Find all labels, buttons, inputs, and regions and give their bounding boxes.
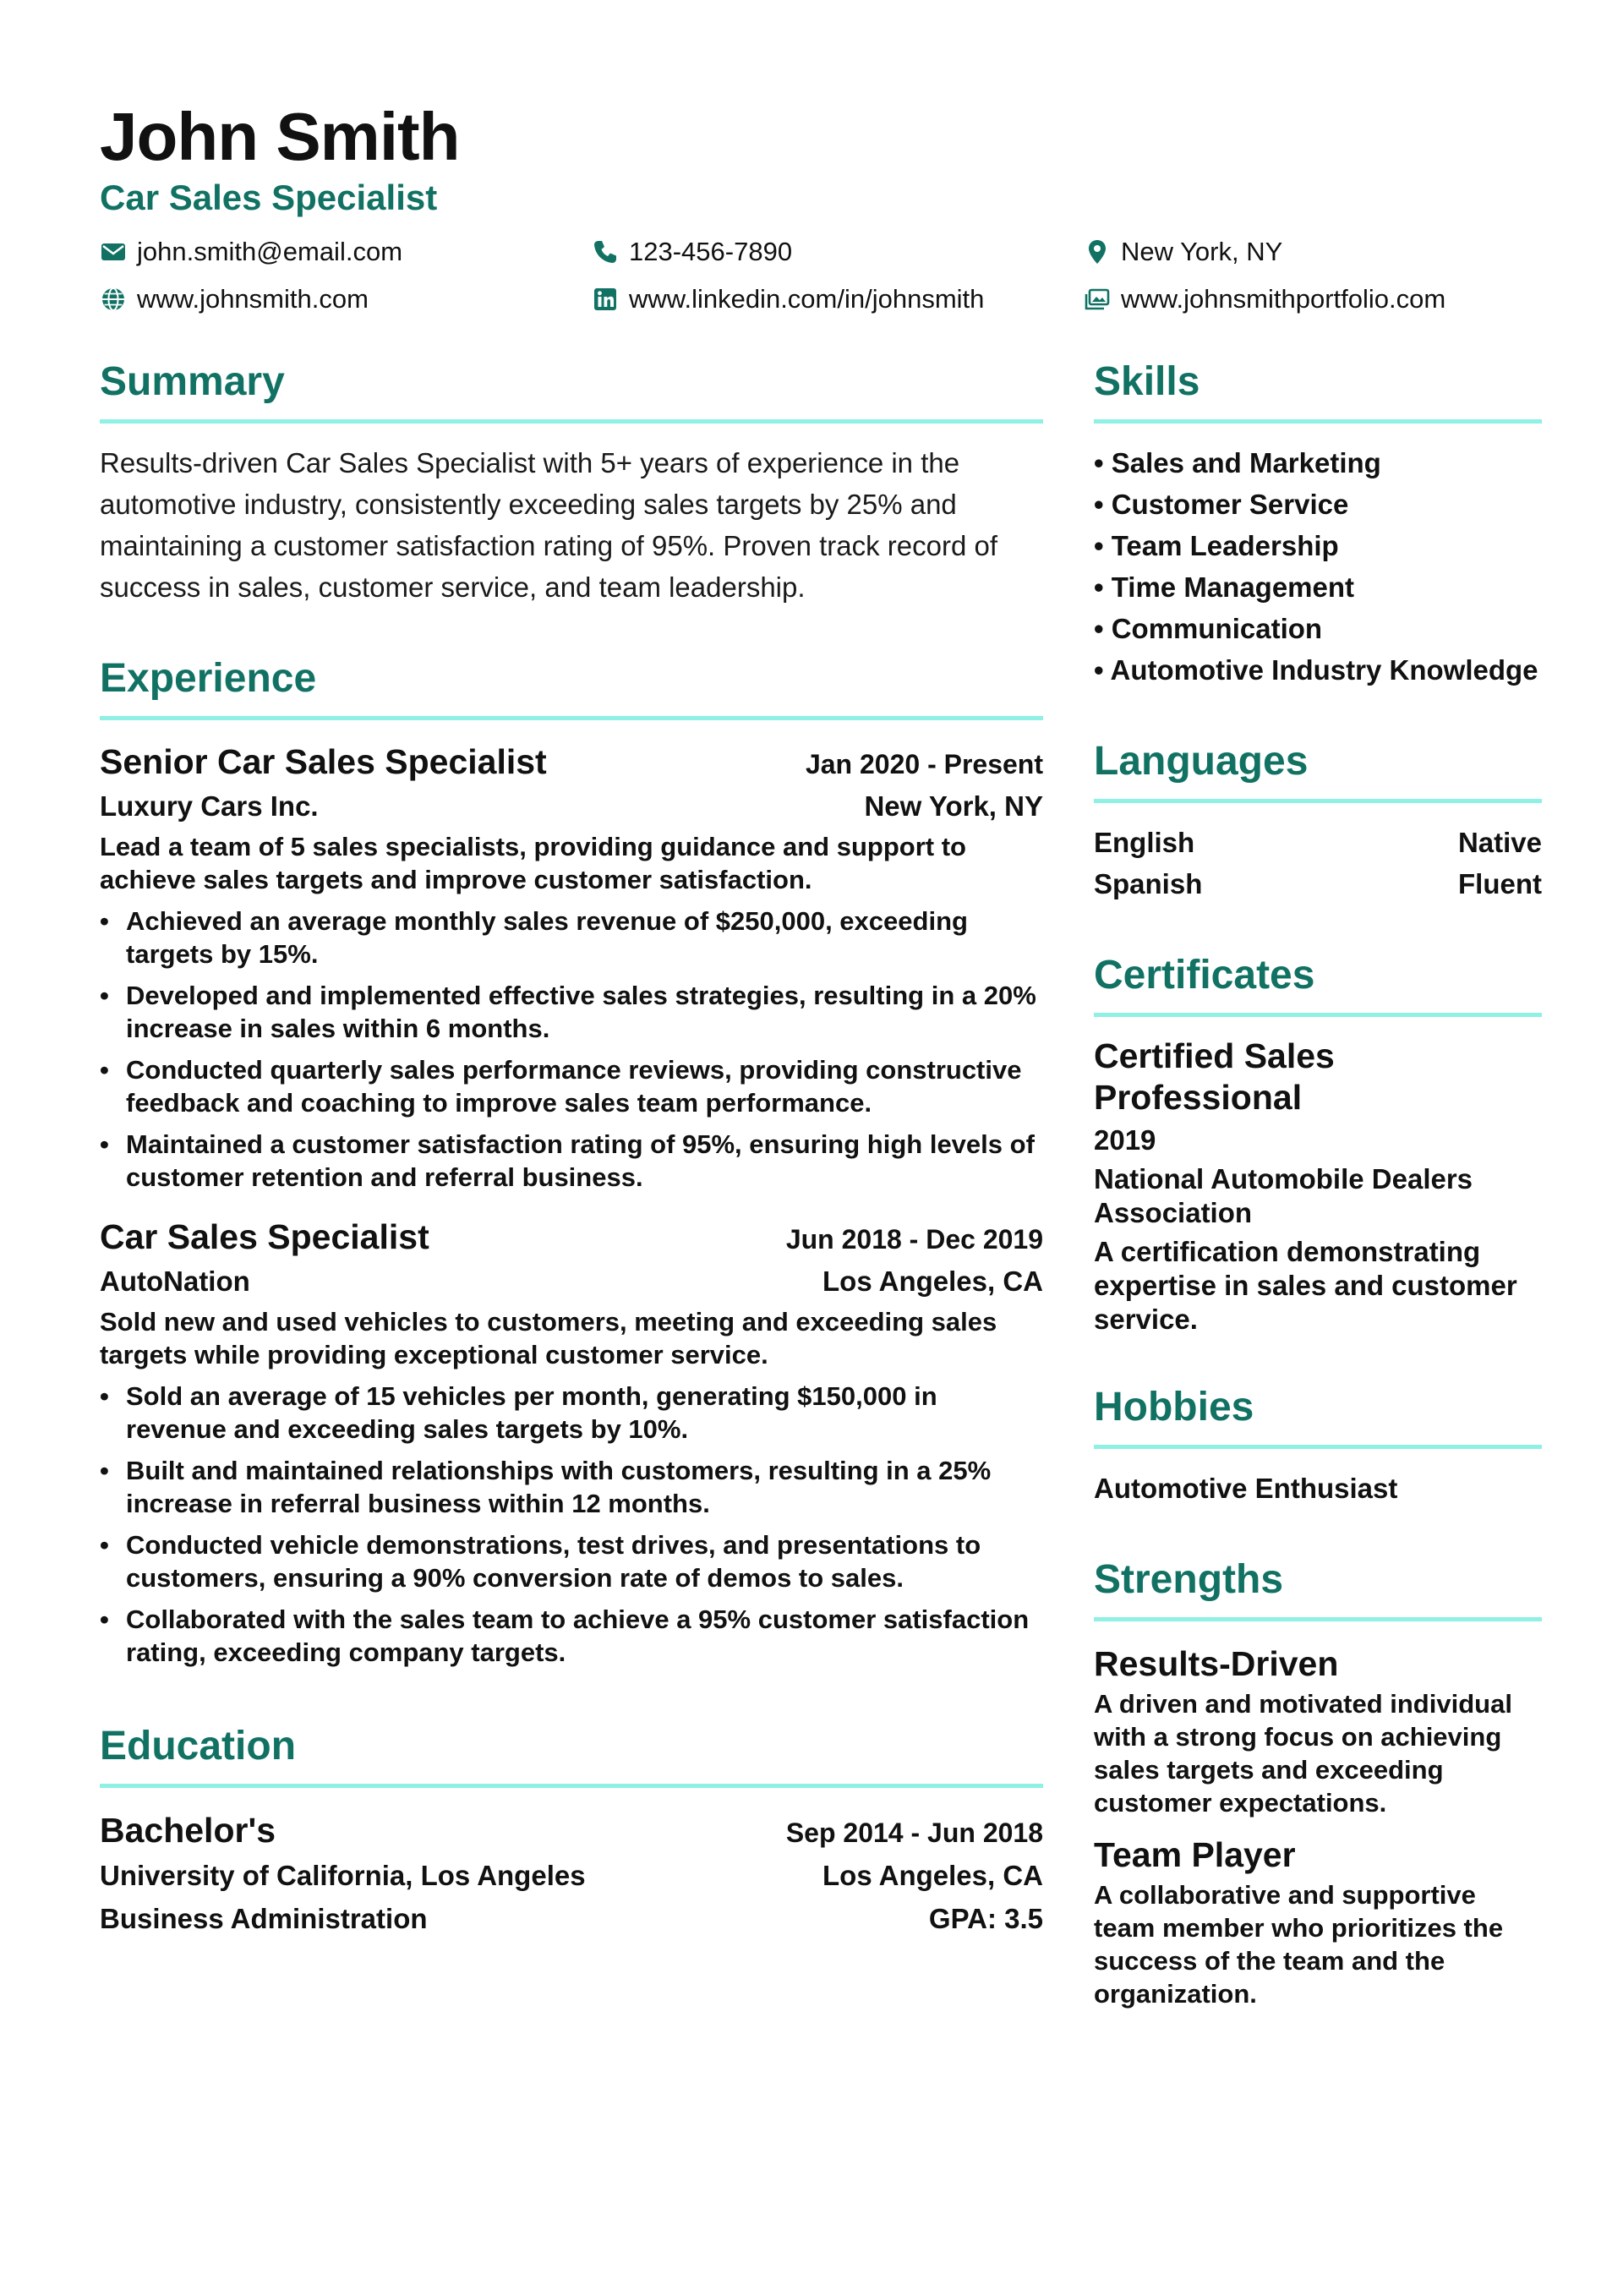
contact-website-text: www.johnsmith.com	[137, 284, 369, 314]
section-divider	[100, 1784, 1043, 1788]
job-bullet: • Conducted quarterly sales performance reviews, providing constructive feedback and coaching to improve sales team performance.	[100, 1053, 1043, 1119]
contact-location-text: New York, NY	[1121, 237, 1283, 266]
certificates-section	[1094, 948, 1542, 1337]
job-bullet: • Developed and implemented effective sales strategies, resulting in a 20% increase in sales within 6 months.	[100, 979, 1043, 1045]
skill-item: • Sales and Marketing	[1094, 447, 1381, 478]
certificate-description: A certification demonstrating expertise in sales and customer service.	[1094, 1236, 1517, 1335]
contact-linkedin-text: www.linkedin.com/in/johnsmith	[629, 284, 985, 314]
linkedin-icon	[592, 286, 619, 313]
job-bullet: • Maintained a customer satisfaction rating of 95%, ensuring high levels of customer retention and referral business.	[100, 1128, 1043, 1194]
certificates-title: Certificates	[1094, 953, 1315, 998]
mail-icon	[100, 238, 127, 265]
strength-description: A collaborative and supportive team member who prioritizes the success of the team and the organization.	[1094, 1880, 1504, 2009]
job-description: Sold new and used vehicles to customers, meeting and exceeding sales targets while providing exceptional customer service.	[100, 1307, 997, 1369]
candidate-name: John Smith	[100, 99, 460, 174]
experience-section	[100, 652, 1043, 1669]
certificate-year: 2019	[1094, 1124, 1156, 1156]
language-level: Native	[1457, 827, 1542, 858]
skill-item: • Automotive Industry Knowledge	[1094, 654, 1538, 686]
side-column	[1094, 355, 1542, 2022]
job-bullet: • Achieved an average monthly sales revenue of $250,000, exceeding targets by 15%.	[100, 905, 1043, 970]
experience-title: Experience	[100, 656, 317, 701]
strengths-title: Strengths	[1094, 1557, 1284, 1602]
contact-website[interactable]	[100, 276, 592, 323]
job-bullet: • Collaborated with the sales team to achieve a 95% customer satisfaction rating, exceeding company targets.	[100, 1603, 1043, 1669]
skills-title: Skills	[1094, 359, 1200, 404]
education-title: Education	[100, 1724, 297, 1768]
job-bullet: • Conducted vehicle demonstrations, test drives, and presentations to customers, ensuring a 90% conversion rate of demos to sales.	[100, 1528, 1043, 1594]
job-location: Los Angeles, CA	[822, 1266, 1043, 1297]
section-divider	[1094, 799, 1542, 803]
candidate-role: Car Sales Specialist	[100, 178, 438, 217]
job-entry	[100, 739, 1043, 1194]
job-bullets	[100, 1380, 1043, 1669]
summary-title: Summary	[100, 359, 285, 404]
skills-section	[1094, 355, 1542, 691]
job-entry	[100, 1214, 1043, 1669]
hobbies-section	[1094, 1380, 1542, 1509]
contact-grid	[100, 228, 1537, 323]
contact-phone-text: 123-456-7890	[629, 237, 793, 266]
strengths-section	[1094, 1553, 1542, 2010]
education-location: Los Angeles, CA	[822, 1860, 1043, 1891]
section-divider	[100, 419, 1043, 424]
education-field: Business Administration	[100, 1903, 428, 1934]
main-column	[100, 355, 1043, 1940]
languages-section	[1094, 735, 1542, 905]
languages-title: Languages	[1094, 739, 1309, 784]
hobbies-title: Hobbies	[1094, 1385, 1254, 1430]
contact-location	[1084, 228, 1537, 276]
contact-portfolio-text: www.johnsmithportfolio.com	[1121, 284, 1446, 314]
skill-item: • Customer Service	[1094, 489, 1349, 520]
section-divider	[1094, 1617, 1542, 1621]
job-bullet: • Sold an average of 15 vehicles per month, generating $150,000 in revenue and exceeding sales targets by 10%.	[100, 1380, 1043, 1446]
skill-item: • Team Leadership	[1094, 530, 1339, 561]
section-divider	[100, 716, 1043, 720]
section-divider	[1094, 419, 1542, 424]
contact-linkedin[interactable]	[592, 276, 1084, 323]
job-title: Car Sales Specialist	[100, 1217, 429, 1256]
contact-phone[interactable]	[592, 228, 1084, 276]
language-row	[1094, 863, 1542, 905]
phone-icon	[592, 238, 619, 265]
skill-item: • Time Management	[1094, 571, 1355, 603]
section-divider	[1094, 1445, 1542, 1449]
education-section	[100, 1719, 1043, 1940]
job-company: AutoNation	[100, 1266, 250, 1297]
job-title: Senior Car Sales Specialist	[100, 742, 547, 781]
job-description: Lead a team of 5 sales specialists, providing guidance and support to achieve sales targets and improve customer satisfaction.	[100, 832, 966, 894]
language-name: Spanish	[1094, 868, 1203, 899]
contact-portfolio[interactable]	[1084, 276, 1537, 323]
language-level: Fluent	[1458, 868, 1542, 899]
summary-text: Results-driven Car Sales Specialist with 5+ years of experience in the automotive industry, consistently exceeding sales targets by 25% and maintaining a customer satisfaction rating of 95%. Proven track record of success in sales, customer service, and team leadership.	[100, 447, 998, 603]
portfolio-icon	[1084, 286, 1111, 313]
education-degree: Bachelor's	[100, 1811, 276, 1850]
certificate-name: Certified Sales Professional	[1094, 1036, 1335, 1117]
skill-item: • Communication	[1094, 613, 1323, 644]
job-company: Luxury Cars Inc.	[100, 790, 319, 822]
location-pin-icon	[1084, 238, 1111, 265]
contact-email-text: john.smith@email.com	[137, 237, 403, 266]
education-dates: Sep 2014 - Jun 2018	[785, 1818, 1043, 1848]
strength-description: A driven and motivated individual with a strong focus on achieving sales targets and exceeding customer expectations.	[1094, 1689, 1512, 1818]
education-gpa: GPA: 3.5	[928, 1903, 1043, 1934]
hobby-item: Automotive Enthusiast	[1094, 1473, 1398, 1504]
job-bullets	[100, 905, 1043, 1194]
job-location: New York, NY	[864, 790, 1043, 822]
job-dates: Jun 2018 - Dec 2019	[785, 1224, 1043, 1255]
certificate-issuer: National Automobile Dealers Association	[1094, 1163, 1473, 1228]
contact-email[interactable]	[100, 228, 592, 276]
section-divider	[1094, 1013, 1542, 1017]
strength-title: Team Player	[1094, 1835, 1296, 1874]
skills-list	[1094, 442, 1542, 691]
summary-section	[100, 355, 1043, 608]
job-dates: Jan 2020 - Present	[805, 749, 1043, 779]
globe-icon	[100, 286, 127, 313]
job-bullet: • Built and maintained relationships with customers, resulting in a 25% increase in referral business within 12 months.	[100, 1454, 1043, 1520]
strength-title: Results-Driven	[1094, 1644, 1339, 1683]
language-row	[1094, 822, 1542, 863]
language-name: English	[1094, 827, 1195, 858]
education-school: University of California, Los Angeles	[100, 1860, 586, 1891]
